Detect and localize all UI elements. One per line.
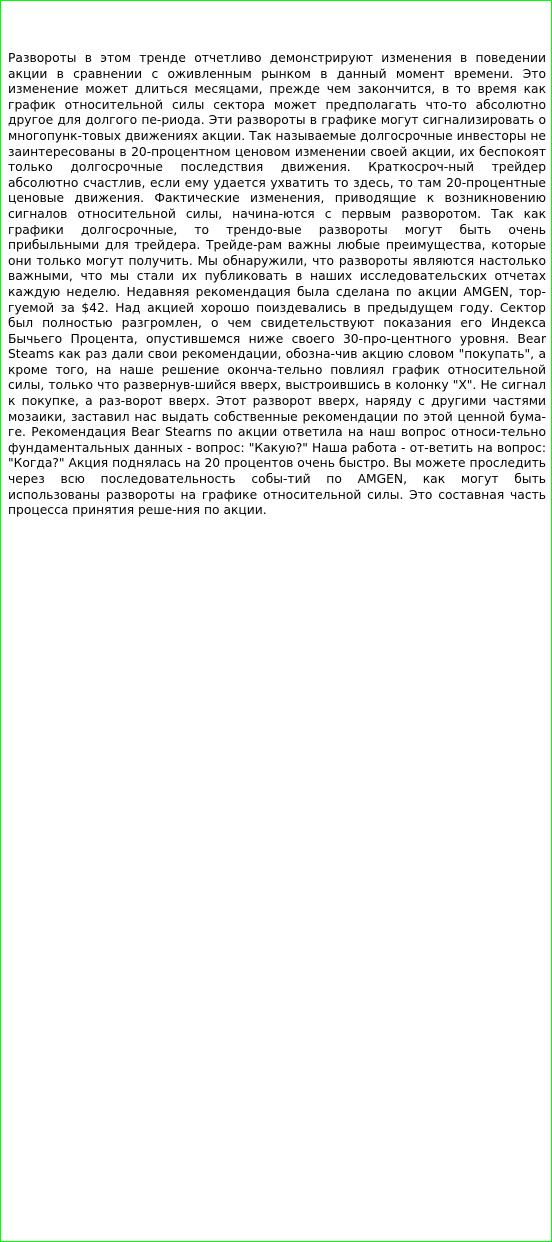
body-paragraph: Развороты в этом тренде отчетливо демонстрируют изменения в поведении акции в сравнении с оживленным рынком в данный момент времени. Это изменение может длиться месяцами, прежде чем закончится, в то время как график относительной силы сектора может предполагать что-то абсолютно другое для долгого пе-риода. Эти развороты в графике могут сигнализировать о многопунк-товых движениях акции. Так называемые долгосрочные инвесторы не заинтересованы в 20-процентном ценовом изменении своей акции, их беспокоят только долгосрочные последствия движения. Краткосроч-ный трейдер абсолютно счастлив, если ему удается ухватить то здесь, то там 20-процентные ценовые движения. Фактические изменения, приводящие к возникновению сигналов относительной силы, начина-ются с первым разворотом. Так как графики долгосрочные, то трендо-вые развороты могут быть очень прибыльными для трейдера. Трейде-рам важны любые преимущества, которые они только могут получить. Мы обнаружили, что развороты являются настолько важными, что мы стали их публиковать в наших исследовательских отчетах каждую неделю. Недавняя рекомендация была сделана по акции AMGEN, тор-гуемой за $42. Над акцией хорошо поиздевались в предыдущем году. Сектор был полностью разгромлен, о чем свидетельствуют показания его Индекса Бычьего Процента, опустившемся ниже своего 30-про-центного уровня. Bear Steams как раз дали свои рекомендации, обозна-чив акцию словом "покупать", а кроме того, на наше решение оконча-тельно повлиял график относительной силы, только что развернув-шийся вверх, выстроившись в колонку "X". Не сигнал к покупке, а раз-ворот вверх. Этот разворот вверх, наряду с другими частями мозаики, заставил нас выдать собственные рекомендации по этой ценной бума-ге. Рекомендация Bear Stearns по акции ответила на наш вопрос относи-тельно фундаментальных данных - вопрос: "Какую?" Наша работа - от-ветить на вопрос: "Когда?" Акция поднялась на 20 процентов очень быстро. Вы можете проследить через всю последовательность собы-тий по AMGEN, как могут быть использованы развороты на графике относительной силы. Это составная часть процесса принятия реше-ния по акции. bbox=[8, 51, 546, 518]
